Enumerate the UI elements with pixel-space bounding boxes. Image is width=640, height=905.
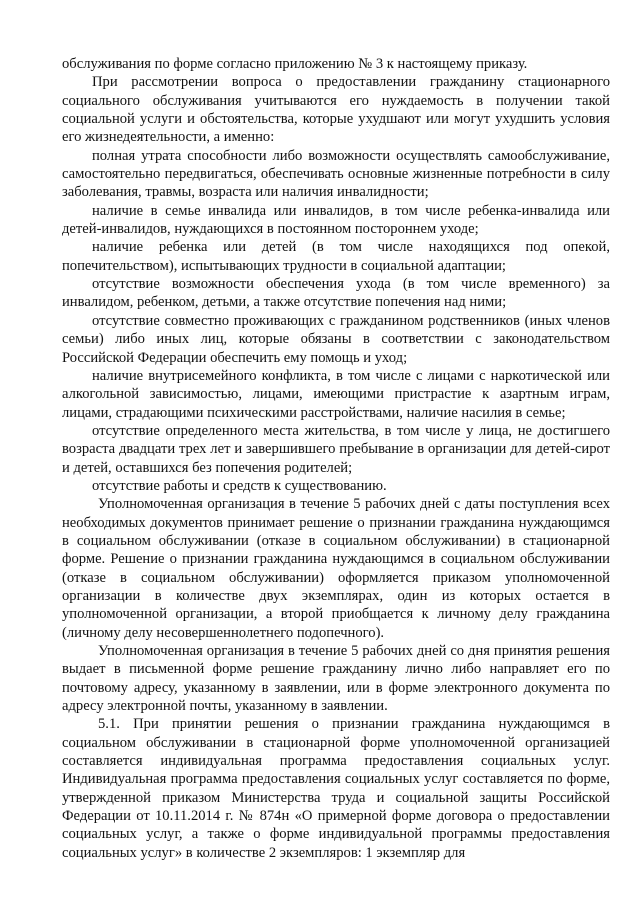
paragraph-13: 5.1. При принятии решения о признании гражданина нуждающимся в социальном обслуживании в стационарной форме уполномоченной организацией составляется индивидуальная программа предоставления социальных услуг. Индивидуальная программа предоставления социальных услуг составляется по форме, утвержденной приказом Министерства труда и социальной защиты Российской Федерации от 10.11.2014 г. № 874н «О примерной форме договора о предоставлении социальных услуг, а также о форме индивидуальной программы предоставления социальных услуг» в количестве 2 экземпляров: 1 экземпляр для xyxy=(62,716,610,861)
paragraph-7: отсутствие совместно проживающих с гражданином родственников (иных членов семьи) либо иных лиц, которые обязаны в соответствии с законодательством Российской Федерации обеспечить ему помощь и уход; xyxy=(62,312,610,366)
paragraph-5: наличие ребенка или детей (в том числе находящихся под опекой, попечительством), испытывающих трудности в социальной адаптации; xyxy=(62,239,610,274)
paragraph-9: отсутствие определенного места жительства, в том числе у лица, не достигшего возраста двадцати трех лет и завершившего пребывание в организации для детей-сирот и детей, оставшихся без попечения родителей; xyxy=(62,422,610,476)
paragraph-3: полная утрата способности либо возможности осуществлять самообслуживание, самостоятельно передвигаться, обеспечивать основные жизненные потребности в силу заболевания, травмы, возраста или наличия инвалидности; xyxy=(62,147,610,201)
paragraph-6: отсутствие возможности обеспечения ухода (в том числе временного) за инвалидом, ребенком, детьми, а также отсутствие попечения над ними; xyxy=(62,276,610,311)
paragraph-1: обслуживания по форме согласно приложению № 3 к настоящему приказу. xyxy=(62,56,528,72)
paragraph-4: наличие в семье инвалида или инвалидов, в том числе ребенка-инвалида или детей-инвалидов, нуждающихся в постоянном постороннем уходе; xyxy=(62,202,610,238)
paragraph-12: Уполномоченная организация в течение 5 рабочих дней со дня принятия решения выдает в письменной форме решение гражданину лично либо направляет его по почтовому адресу, указанному в заявлении, или в форме электронного документа по адресу электронной почты, указанному в заявлении. xyxy=(62,643,610,715)
paragraph-8: наличие внутрисемейного конфликта, в том числе с лицами с наркотической или алкогольной зависимостью, лицами, имеющими пристрастие к азартным играм, лицами, страдающими психическими расстройствами, наличие насилия в семье; xyxy=(62,367,610,421)
paragraph-10: отсутствие работы и средств к существованию. xyxy=(92,477,387,494)
paragraph-2: При рассмотрении вопроса о предоставлении гражданину стационарного социального обслуживания учитываются его нуждаемость в получении такой социальной услуги и обстоятельства, которые ухудшают или могут ухудшить условия его жизнедеятельности, а именно: xyxy=(62,74,610,146)
paragraph-11: Уполномоченная организация в течение 5 рабочих дней с даты поступления всех необходимых документов принимает решение о признании гражданина нуждающимся в социальном обслуживании (отказе в социальном обслуживании) в стационарной форме. Решение о признании гражданина нуждающимся в социальном обслуживании (отказе в социальном обслуживании) оформляется приказом уполномоченной организации в количестве двух экземплярах, один из которых остается в уполномоченной организации, а второй приобщается к личному делу гражданина (личному делу несовершеннолетнего подопечного). xyxy=(62,496,610,641)
